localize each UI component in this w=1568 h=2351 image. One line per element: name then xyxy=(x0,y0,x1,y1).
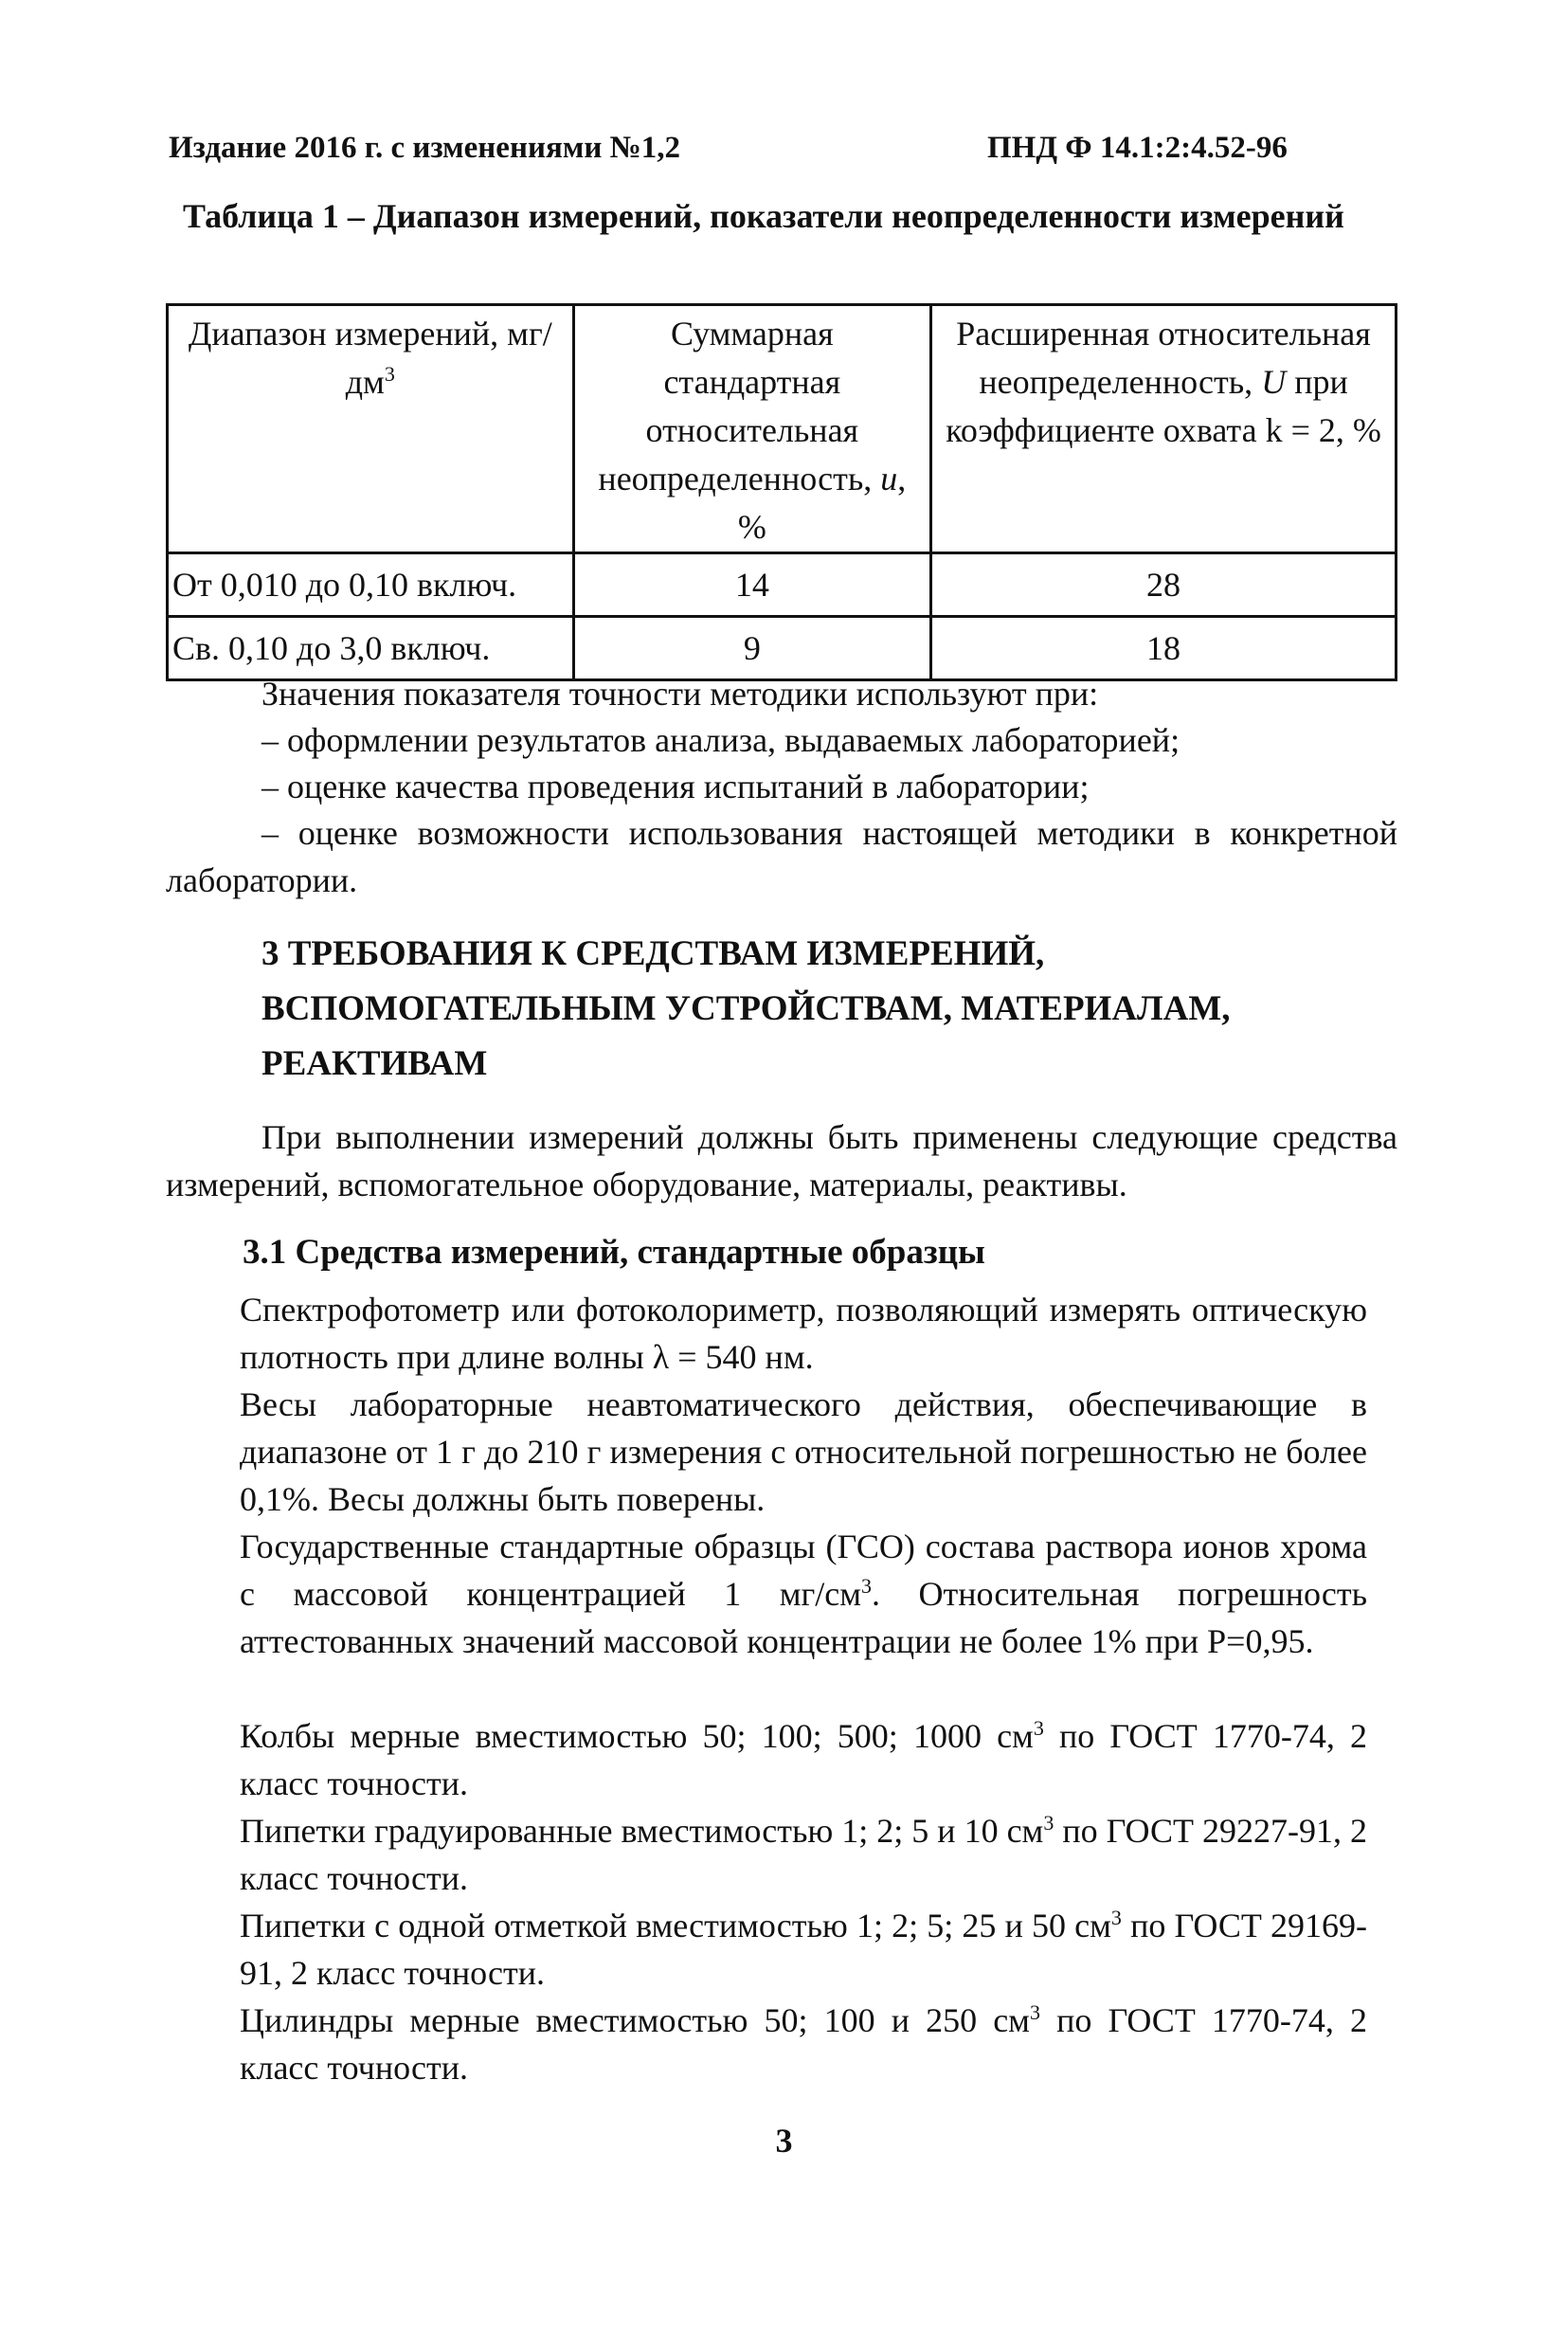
table-row xyxy=(168,553,1397,617)
equipment-item-reference-samples: Государственные стандартные образцы (ГСО) состава раствора ионов хрома с массовой концентрацией 1 $мг/см^3$. Относительная погрешность аттестованных значений массовой концентрации не более 1% при Р=0,95. xyxy=(240,1528,1368,1660)
header-cell-expanded-uncertainty: Расширенная относительная неопределенность, U при коэффициенте охвата k = 2, % xyxy=(931,305,1397,553)
header-cell-range: Диапазон измерений, $мг/дм^3$ xyxy=(168,305,574,553)
cell-range: Св. 0,10 до 3,0 включ. xyxy=(168,617,574,680)
usage-item: – оценке качества проведения испытаний в лаборатории; xyxy=(261,768,1090,805)
table-caption: Таблица 1 – Диапазон измерений, показатели неопределенности измерений xyxy=(183,197,1344,235)
section-title: 3 ТРЕБОВАНИЯ К СРЕДСТВАМ ИЗМЕРЕНИЙ, ВСПОМОГАТЕЛЬНЫМ УСТРОЙСТВАМ, МАТЕРИАЛАМ, РЕАКТИВАМ xyxy=(261,934,1231,1083)
usage-item: – оформлении результатов анализа, выдаваемых лабораторией; xyxy=(261,721,1181,759)
header-edition: Издание 2016 г. с изменениями №1,2 xyxy=(169,131,680,165)
section-intro: При выполнении измерений должны быть применены следующие средства измерений, вспомогательное оборудование, материалы, реактивы. xyxy=(166,1118,1397,1203)
equipment-item-graduated-pipettes: Пипетки градуированные вместимостью 1; 2; 5 и 10 $см^3$ по ГОСТ 29227-91, 2 класс точности. xyxy=(240,1811,1367,1897)
equipment-item-scales: Весы лабораторные неавтоматического действия, обеспечивающие в диапазоне от 1 г до 210 г измерения с относительной погрешностью не более 0,1%. Весы должны быть поверены. xyxy=(240,1385,1367,1518)
cell-expanded-uncertainty: 18 xyxy=(931,617,1397,680)
equipment-item-spectrophotometer: Спектрофотометр или фотоколориметр, позволяющий измерять оптическую плотность при длине волны λ = 540 нм. xyxy=(240,1291,1367,1376)
subsection-title: 3.1 Средства измерений, стандартные образцы xyxy=(243,1233,985,1272)
usage-intro: Значения показателя точности методики используют при: xyxy=(261,675,1099,713)
usage-item: – оценке возможности использования настоящей методики в конкретной лаборатории. xyxy=(166,814,1397,899)
equipment-item-single-mark-pipettes: Пипетки с одной отметкой вместимостью 1; 2; 5; 25 и 50 $см^3$ по ГОСТ 29169-91, 2 класс точности. xyxy=(240,1906,1367,1992)
cell-standard-uncertainty: 9 xyxy=(573,617,931,680)
measurement-range-table xyxy=(166,303,1397,681)
cell-expanded-uncertainty: 28 xyxy=(931,553,1397,617)
cell-standard-uncertainty: 14 xyxy=(573,553,931,617)
equipment-item-volumetric-flasks: Колбы мерные вместимостью 50; 100; 500; 1000 $см^3$ по ГОСТ 1770-74, 2 класс точности. xyxy=(240,1716,1367,1802)
equipment-item-measuring-cylinders: Цилиндры мерные вместимостью 50; 100 и 250 $см^3$ по ГОСТ 1770-74, 2 класс точности. xyxy=(240,2000,1368,2087)
page-number: 3 xyxy=(775,2122,793,2160)
header-document-code: ПНД Ф 14.1:2:4.52-96 xyxy=(987,131,1288,165)
header-cell-standard-uncertainty: Суммарная стандартная относительная неопределенность, u, % xyxy=(573,305,931,553)
table-header-row xyxy=(168,305,1397,553)
cell-range: От 0,010 до 0,10 включ. xyxy=(168,553,574,617)
